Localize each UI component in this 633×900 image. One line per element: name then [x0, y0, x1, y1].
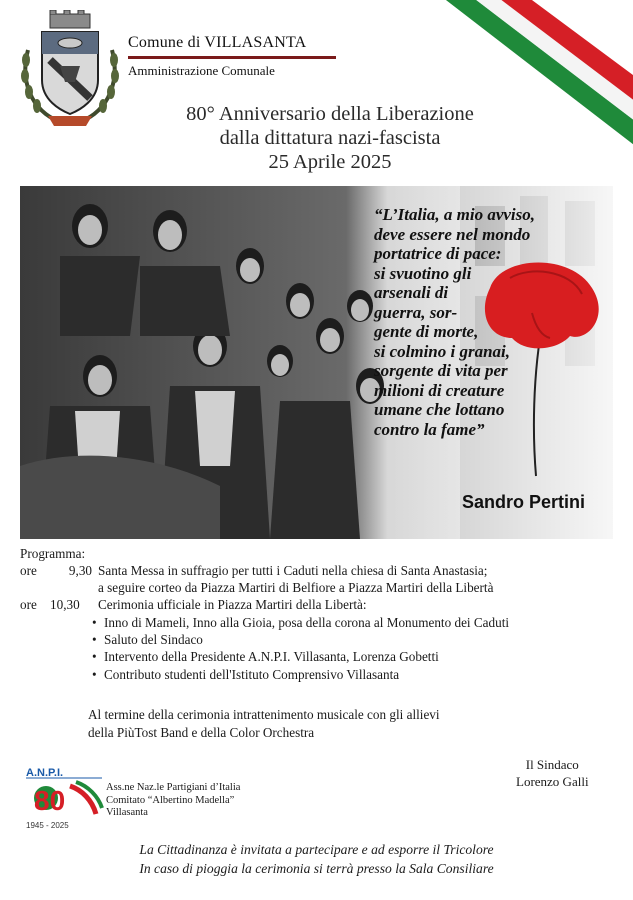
program-row: [20, 562, 487, 579]
anpi-line-1: Ass.ne Naz.le Partigiani d’Italia: [106, 782, 241, 793]
ore-label: ore: [20, 597, 37, 612]
quote-line: sorgente di vita per: [374, 361, 508, 380]
comune-title: Comune di VILLASANTA: [128, 34, 307, 51]
time: 9,30: [68, 563, 92, 578]
list-item: • Contributo studenti dell'Istituto Comprensivo Villasanta: [92, 666, 509, 683]
quote-line: si colmino i granai,: [374, 341, 511, 361]
program-text: Santa Messa in suffragio per tutti i Caduti nella chiesa di Santa Anastasia;: [98, 563, 488, 578]
headline-line-2: dalla dittatura nazi-fascista: [219, 127, 441, 149]
anpi-credit: [106, 782, 240, 820]
anpi-logo-icon: [22, 764, 106, 830]
invitation-footer: [0, 840, 633, 878]
quote-line: deve essere nel mondo: [374, 224, 531, 244]
event-headline: [120, 102, 540, 174]
finale-line-2: della PiùTost Band e della Color Orchestra: [88, 724, 315, 740]
amministrazione-subtitle: Amministrazione Comunale: [128, 63, 275, 78]
program-title: Programma:: [20, 546, 86, 561]
ore-label: ore: [20, 563, 37, 578]
quote-line: si svuotino gli: [374, 263, 472, 283]
quote-line: milioni di creature: [374, 380, 505, 400]
anpi-line-3: Villasanta: [106, 807, 148, 818]
pertini-quote: [374, 205, 570, 439]
list-item: • Saluto del Sindaco: [92, 631, 509, 648]
mayor-role: Il Sindaco: [525, 757, 579, 772]
headline-date: 25 Aprile 2025: [268, 151, 392, 173]
header-rule: [128, 56, 336, 59]
quote-line: umane che lottano: [374, 400, 505, 419]
quote-line: contro la fame”: [374, 419, 485, 439]
anpi-logo-years: 1945 - 2025: [26, 821, 69, 830]
quote-line: arsenali di: [374, 283, 449, 302]
finale-line-1: Al termine della cerimonia intrattenimento musicale con gli allievi: [88, 707, 440, 722]
list-item: • Inno di Mameli, Inno alla Gioia, posa della corona al Monumento dei Caduti: [92, 614, 509, 631]
footer-line-1: La Cittadinanza è invitata a partecipare e ad esporre il Tricolore: [139, 842, 494, 857]
quote-line: guerra, sor-: [374, 302, 458, 322]
closing-entertainment: [88, 706, 440, 741]
anpi-logo-text: A.N.P.I.: [26, 767, 64, 779]
anpi-logo-number: 80: [34, 785, 66, 816]
ceremony-bullets: [92, 614, 509, 683]
anpi-line-2: Comitato “Albertino Madella”: [106, 794, 235, 806]
quote-author: Sandro Pertini: [462, 492, 586, 512]
headline-line-1: 80° Anniversario della Liberazione: [186, 103, 474, 125]
time: 10,30: [50, 597, 80, 612]
quote-line: “L’Italia, a mio avviso,: [374, 205, 536, 224]
program-text: a seguire corteo da Piazza Martiri di Belfiore a Piazza Martiri della Libertà: [98, 580, 494, 595]
program-text: Cerimonia ufficiale in Piazza Martiri della Libertà:: [98, 597, 367, 612]
list-item: • Intervento della Presidente A.N.P.I. Villasanta, Lorenza Gobetti: [92, 648, 509, 665]
mayor-name: Lorenzo Galli: [516, 774, 589, 789]
program-row: [98, 579, 493, 596]
quote-line: gente di morte,: [374, 322, 479, 341]
mayor-signature: [516, 756, 589, 790]
program-row: [20, 596, 367, 613]
quote-line: portatrice di pace:: [374, 244, 502, 263]
footer-line-2: In caso di pioggia la cerimonia si terrà presso la Sala Consiliare: [139, 861, 494, 876]
villasanta-crest-icon: [20, 10, 120, 130]
